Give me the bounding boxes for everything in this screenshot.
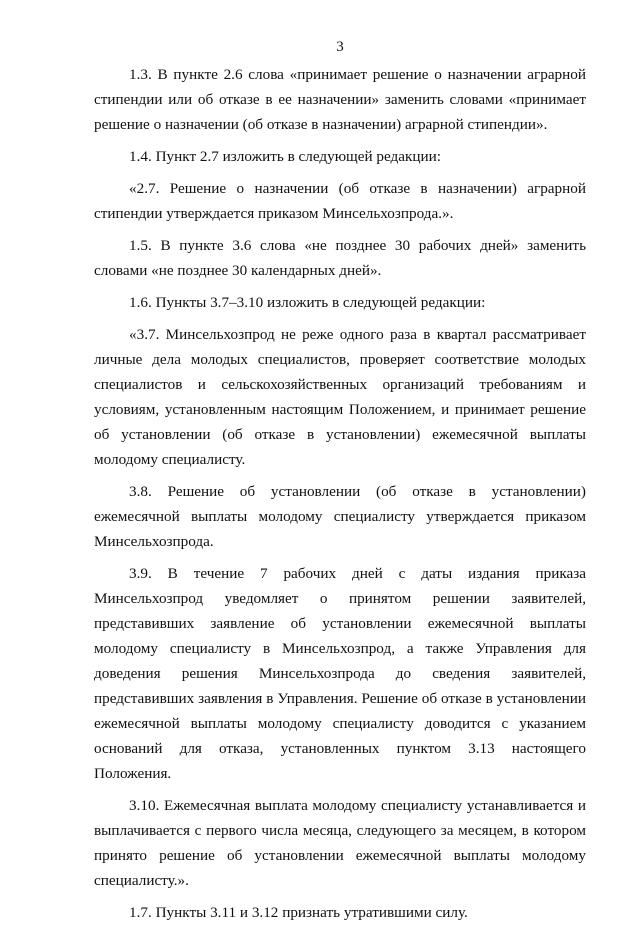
paragraph-1-3: 1.3. В пункте 2.6 слова «принимает решение о назначении аграрной стипендии или об отказе в ее назначении» заменить словами «принимает решение о назначении (об отказе в назначении) аграрной стипендии».: [94, 66, 586, 133]
paragraph-3-9: 3.9. В течение 7 рабочих дней с даты издания приказа Минсельхозпрод уведомляет о принятом решении заявителей, представивших заявление об установлении ежемесячной выплаты молодому специалисту в Минсельхозпрод, а также Управления для доведения решения Минсельхозпрода до сведения заявителей, представивших заявления в Управления. Решение об отказе в установлении ежемесячной выплаты молодому специалисту доводится с указанием оснований для отказа, установленных пунктом 3.13 настоящего Положения.: [94, 565, 586, 782]
paragraph-3-7: «3.7. Минсельхозпрод не реже одного раза в квартал рассматривает личные дела молодых специалистов, проверяет соответствие молодых специалистов и сельскохозяйственных организаций требованиям и условиям, установленным настоящим Положением, и принимает решение об установлении (об отказе в установлении) ежемесячной выплаты молодому специалисту.: [94, 326, 586, 468]
paragraph-1-7: 1.7. Пункты 3.11 и 3.12 признать утратившими силу.: [129, 904, 468, 921]
paragraph-1-6: 1.6. Пункты 3.7–3.10 изложить в следующей редакции:: [129, 294, 486, 311]
paragraph-3-10: 3.10. Ежемесячная выплата молодому специалисту устанавливается и выплачивается с первого числа месяца, следующего за месяцем, в котором принято решение об установлении ежемесячной выплаты молодому специалисту.».: [94, 797, 586, 889]
paragraph-1-4: 1.4. Пункт 2.7 изложить в следующей редакции:: [129, 148, 442, 165]
paragraph-3-8: 3.8. Решение об установлении (об отказе в установлении) ежемесячной выплаты молодому специалисту утверждается приказом Минсельхозпрода.: [94, 483, 586, 550]
paragraph-2-7-quote: «2.7. Решение о назначении (об отказе в назначении) аграрной стипендии утверждается приказом Минсельхозпрода.».: [94, 180, 586, 222]
page-number: 3: [336, 39, 344, 55]
document-body: [94, 62, 586, 932]
paragraph-1-5: 1.5. В пункте 3.6 слова «не позднее 30 рабочих дней» заменить словами «не позднее 30 календарных дней».: [94, 237, 586, 279]
